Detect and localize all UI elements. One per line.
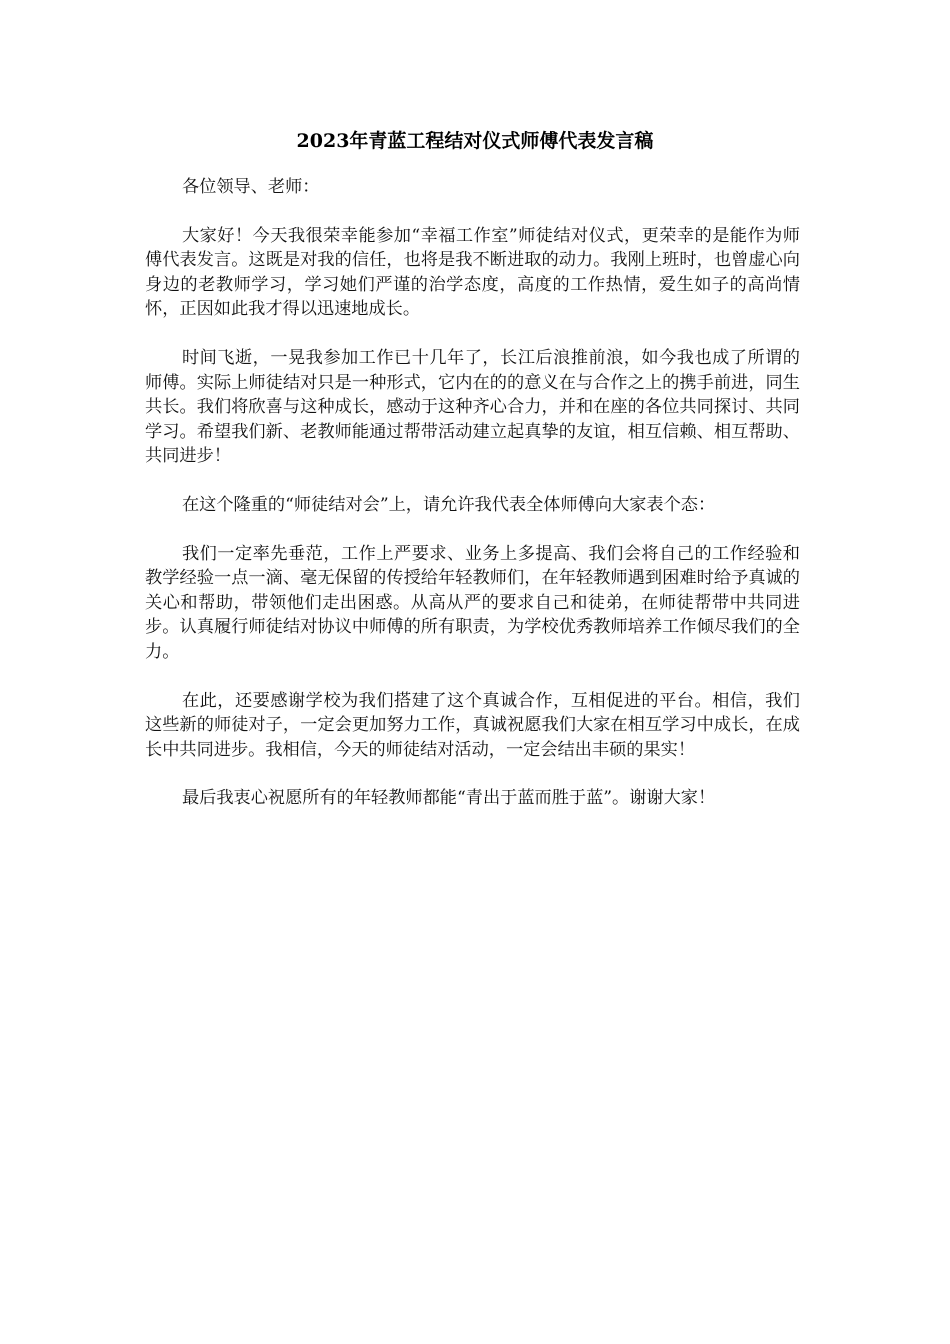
body-paragraph: 时间飞逝，一晃我参加工作已十几年了，长江后浪推前浪，如今我也成了所谓的师傅。实际上师徒结对只是一种形式，它内在的的意义在与合作之上的携手前进，同生共长。我们将欣喜与这种成长，感动于这种齐心合力，并和在座的各位共同探讨、共同学习。希望我们新、老教师能通过帮带活动建立起真挚的友谊，相互信赖、相互帮助、共同进步！ <box>145 347 800 467</box>
body-paragraph: 在此，还要感谢学校为我们搭建了这个真诚合作，互相促进的平台。相信，我们这些新的师徒对子，一定会更加努力工作，真诚祝愿我们大家在相互学习中成长，在成长中共同进步。我相信，今天的师徒结对活动，一定会结出丰硕的果实！ <box>145 690 800 760</box>
body-paragraph: 大家好！今天我很荣幸能参加“幸福工作室”师徒结对仪式，更荣幸的是能作为师傅代表发言。这既是对我的信任，也将是我不断进取的动力。我刚上班时，也曾虚心向身边的老教师学习，学习她们严谨的治学态度，高度的工作热情，爱生如子的高尚情怀，正因如此我才得以迅速地成长。 <box>145 225 800 320</box>
salutation-paragraph: 各位领导、老师： <box>181 177 320 197</box>
body-paragraph: 我们一定率先垂范，工作上严要求、业务上多提高、我们会将自己的工作经验和教学经验一点一滴、毫无保留的传授给年轻教师们，在年轻教师遇到困难时给予真诚的关心和帮助，带领他们走出困惑。从高从严的要求自己和徒弟，在师徒帮带中共同进步。认真履行师徒结对协议中师傅的所有职责，为学校优秀教师培养工作倾尽我们的全力。 <box>145 543 800 662</box>
body-paragraph: 在这个隆重的“师徒结对会”上，请允许我代表全体师傅向大家表个态： <box>181 494 716 515</box>
document-body <box>145 175 800 835</box>
document-title: 2023年青蓝工程结对仪式师傅代表发言稿 <box>296 130 654 152</box>
closing-paragraph: 最后我衷心祝愿所有的年轻教师都能“青出于蓝而胜于蓝”。谢谢大家！ <box>181 788 716 809</box>
